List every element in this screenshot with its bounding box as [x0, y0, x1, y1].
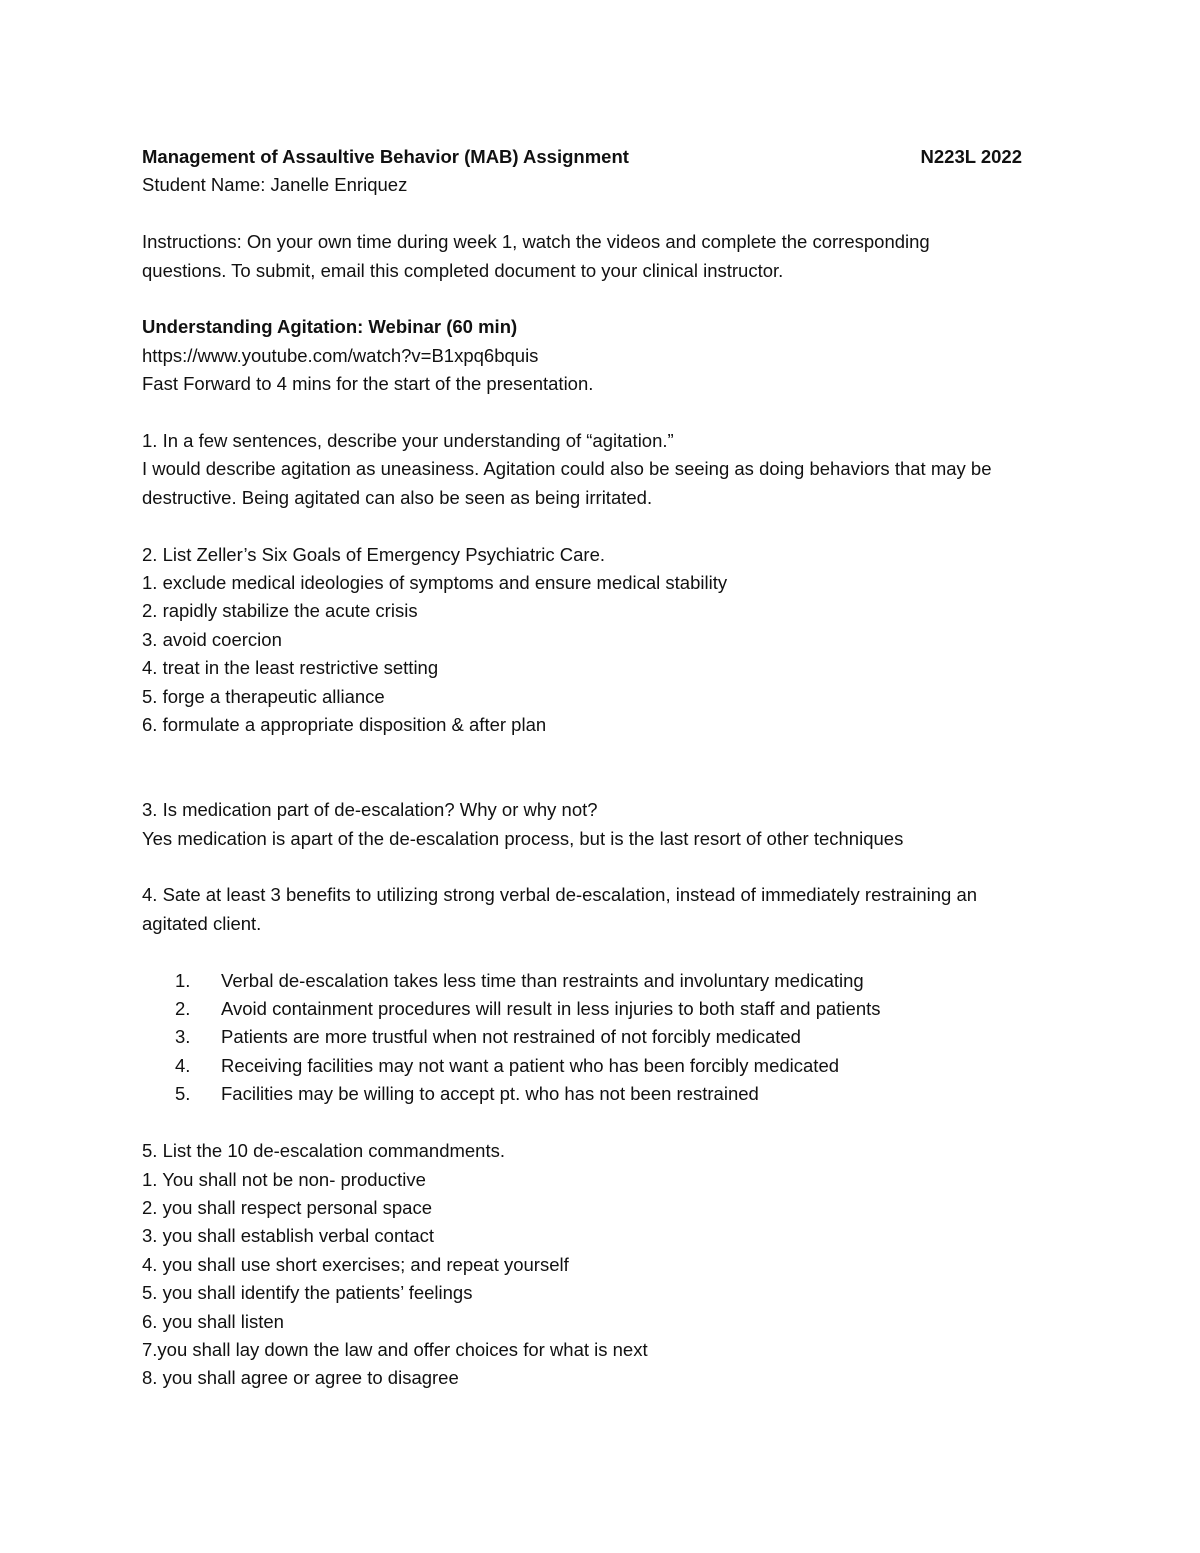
spacer — [142, 512, 1042, 540]
list-item: 5. you shall identify the patients’ feelings — [142, 1282, 473, 1304]
list-item — [142, 995, 1042, 1023]
list-item: 2. rapidly stabilize the acute crisis — [142, 600, 418, 622]
list-text: Verbal de-escalation takes less time than restraints and involuntary medicating — [221, 969, 864, 991]
list-item: 1. exclude medical ideologies of symptoms and ensure medical stability — [142, 572, 728, 594]
fast-forward-note: Fast Forward to 4 mins for the start of the presentation. — [142, 373, 594, 395]
question-1: 1. In a few sentences, describe your understanding of “agitation.” — [142, 430, 674, 452]
benefits-list — [142, 967, 1042, 1109]
instructions-paragraph: Instructions: On your own time during week 1, watch the videos and complete the corresponding questions. To submit, email this completed document to your clinical instructor. — [142, 231, 930, 281]
question-4: 4. Sate at least 3 benefits to utilizing strong verbal de-escalation, instead of immediately restraining an agitated client. — [142, 884, 978, 934]
list-item: 8. you shall agree or agree to disagree — [142, 1367, 459, 1389]
list-item — [142, 1052, 1042, 1080]
spacer — [142, 853, 1042, 881]
question-5: 5. List the 10 de-escalation commandments. — [142, 1140, 505, 1162]
section-heading: Understanding Agitation: Webinar (60 min) — [142, 316, 518, 338]
list-item: 7.you shall lay down the law and offer choices for what is next — [142, 1338, 648, 1360]
list-number: 5. — [175, 1083, 191, 1105]
list-number: 3. — [175, 1026, 191, 1048]
answer-1: I would describe agitation as uneasiness. Agitation could also be seeing as doing behaviors that may be destructive. Being agitated can also be seen as being irritated. — [142, 458, 992, 508]
question-3: 3. Is medication part of de-escalation? Why or why not? — [142, 799, 598, 821]
question-2: 2. List Zeller’s Six Goals of Emergency Psychiatric Care. — [142, 543, 606, 565]
spacer — [142, 285, 1042, 313]
list-text: Facilities may be willing to accept pt. who has not been restrained — [221, 1083, 759, 1105]
list-item — [142, 1080, 1042, 1108]
list-item: 6. formulate a appropriate disposition & after plan — [142, 714, 547, 736]
list-item — [142, 1023, 1042, 1051]
spacer — [142, 200, 1042, 228]
list-item: 3. avoid coercion — [142, 628, 282, 650]
course-code: N223L 2022 — [920, 146, 1022, 167]
list-item: 4. you shall use short exercises; and repeat yourself — [142, 1253, 569, 1275]
list-text: Avoid containment procedures will result in less injuries to both staff and patients — [221, 998, 881, 1020]
list-number: 4. — [175, 1054, 191, 1076]
answer-3: Yes medication is apart of the de-escalation process, but is the last resort of other techniques — [142, 827, 904, 849]
list-item: 4. treat in the least restrictive setting — [142, 657, 439, 679]
document-body — [142, 143, 1042, 1393]
list-number: 1. — [175, 969, 191, 991]
document-title: Management of Assaultive Behavior (MAB) Assignment — [142, 146, 629, 167]
list-item: 5. forge a therapeutic alliance — [142, 685, 385, 707]
spacer — [142, 399, 1042, 427]
goals-list — [142, 569, 1042, 739]
list-item: 1. You shall not be non- productive — [142, 1168, 426, 1190]
student-name: Student Name: Janelle Enriquez — [142, 174, 408, 196]
video-link[interactable]: https://www.youtube.com/watch?v=B1xpq6bquis — [142, 344, 539, 366]
list-item — [142, 967, 1042, 995]
list-text: Patients are more trustful when not restrained of not forcibly medicated — [221, 1026, 801, 1048]
commandments-list — [142, 1166, 1042, 1393]
list-text: Receiving facilities may not want a patient who has been forcibly medicated — [221, 1054, 840, 1076]
list-item: 2. you shall respect personal space — [142, 1196, 433, 1218]
list-number: 2. — [175, 998, 191, 1020]
spacer — [142, 938, 1042, 966]
header-row — [142, 143, 1022, 171]
spacer — [142, 739, 1042, 796]
list-item: 3. you shall establish verbal contact — [142, 1225, 435, 1247]
spacer — [142, 1109, 1042, 1137]
list-item: 6. you shall listen — [142, 1310, 284, 1332]
